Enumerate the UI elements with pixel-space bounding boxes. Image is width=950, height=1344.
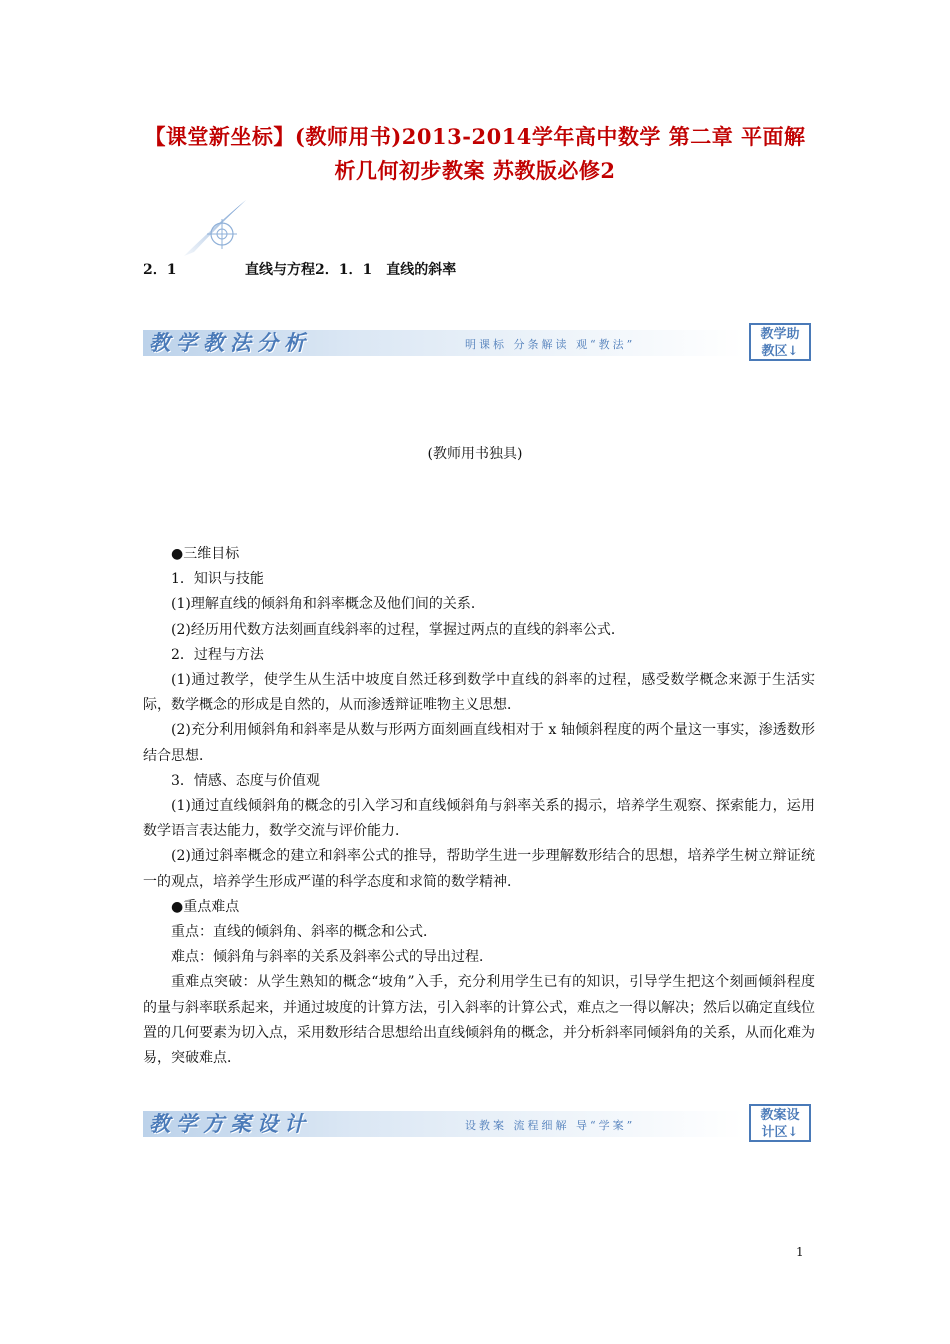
paragraph: (1)理解直线的倾斜角和斜率概念及他们间的关系．	[171, 596, 485, 613]
banner-box-line-1: 教学助	[760, 327, 800, 342]
document-title	[120, 120, 830, 188]
page-number: 1	[796, 1245, 804, 1259]
banner-box-button[interactable]	[749, 1104, 811, 1142]
title-line-1: 【课堂新坐标】(教师用书)2013-2014学年高中数学 第二章 平面解	[144, 124, 806, 149]
section-heading	[143, 259, 456, 279]
paragraph: (1)通过直线倾斜角的概念的引入学习和直线倾斜角与斜率关系的揭示，培养学生观察、探索能力，运用数学语言表达能力，数学交流与评价能力．	[143, 798, 815, 840]
paragraph: ●重点难点	[171, 898, 240, 915]
section-number: 2．1	[143, 262, 177, 278]
teacher-note: (教师用书独具)	[427, 446, 523, 462]
paragraph: (2)通过斜率概念的建立和斜率公式的推导，帮助学生进一步理解数形结合的思想，培养学生树立辩证统一的观点，培养学生形成严谨的科学态度和求简的数学精神．	[143, 848, 815, 890]
banner-box-button[interactable]	[749, 323, 811, 361]
title-line-2: 析几何初步教案 苏教版必修2	[334, 158, 616, 183]
paragraph: (2)经历用代数方法刻画直线斜率的过程，掌握过两点的直线的斜率公式．	[171, 621, 625, 638]
paragraph: 重点：直线的倾斜角、斜率的概念和公式．	[171, 924, 437, 941]
banner-title: 教学教法分析	[149, 330, 311, 355]
body-text	[143, 542, 815, 1071]
paragraph: (1)通过教学，使学生从生活中坡度自然迁移到数学中直线的斜率的过程，感受数学概念来源于生活实际，数学概念的形成是自然的，从而渗透辩证唯物主义思想．	[143, 672, 815, 714]
compass-icon	[180, 190, 260, 260]
banner-subtitle: 设教案 流程细解 导“学案”	[465, 1119, 636, 1132]
paragraph: ●三维目标	[171, 546, 240, 562]
section-title: 直线与方程2．1．1 直线的斜率	[245, 262, 457, 278]
banner-title: 教学方案设计	[149, 1111, 311, 1136]
banner-subtitle: 明课标 分条解读 观“教法”	[465, 338, 636, 351]
banner-teaching-analysis	[143, 323, 815, 363]
banner-box-line-1: 教案设	[760, 1108, 800, 1123]
paragraph: 难点：倾斜角与斜率的关系及斜率公式的导出过程．	[171, 949, 493, 966]
banner-box-line-2: 计区↓	[761, 1125, 799, 1140]
banner-box-line-2: 教区↓	[761, 344, 799, 359]
banner-teaching-design	[143, 1104, 815, 1144]
paragraph: (2)充分利用倾斜角和斜率是从数与形两方面刻画直线相对于 x 轴倾斜程度的两个量这一事实，渗透数形结合思想．	[143, 722, 815, 764]
paragraph: 1．知识与技能	[171, 571, 264, 588]
paragraph: 重难点突破：从学生熟知的概念“坡角”入手，充分利用学生已有的知识，引导学生把这个刻画倾斜程度的量与斜率联系起来，并通过坡度的计算方法，引入斜率的计算公式，难点之一得以解决；然后以确定直线位置的几何要素为切入点，采用数形结合思想给出直线倾斜角的概念，并分析斜率同倾斜角的关系，从而化难为易，突破难点．	[143, 974, 815, 1067]
paragraph: 2．过程与方法	[171, 646, 264, 663]
paragraph: 3．情感、态度与价值观	[171, 772, 320, 789]
